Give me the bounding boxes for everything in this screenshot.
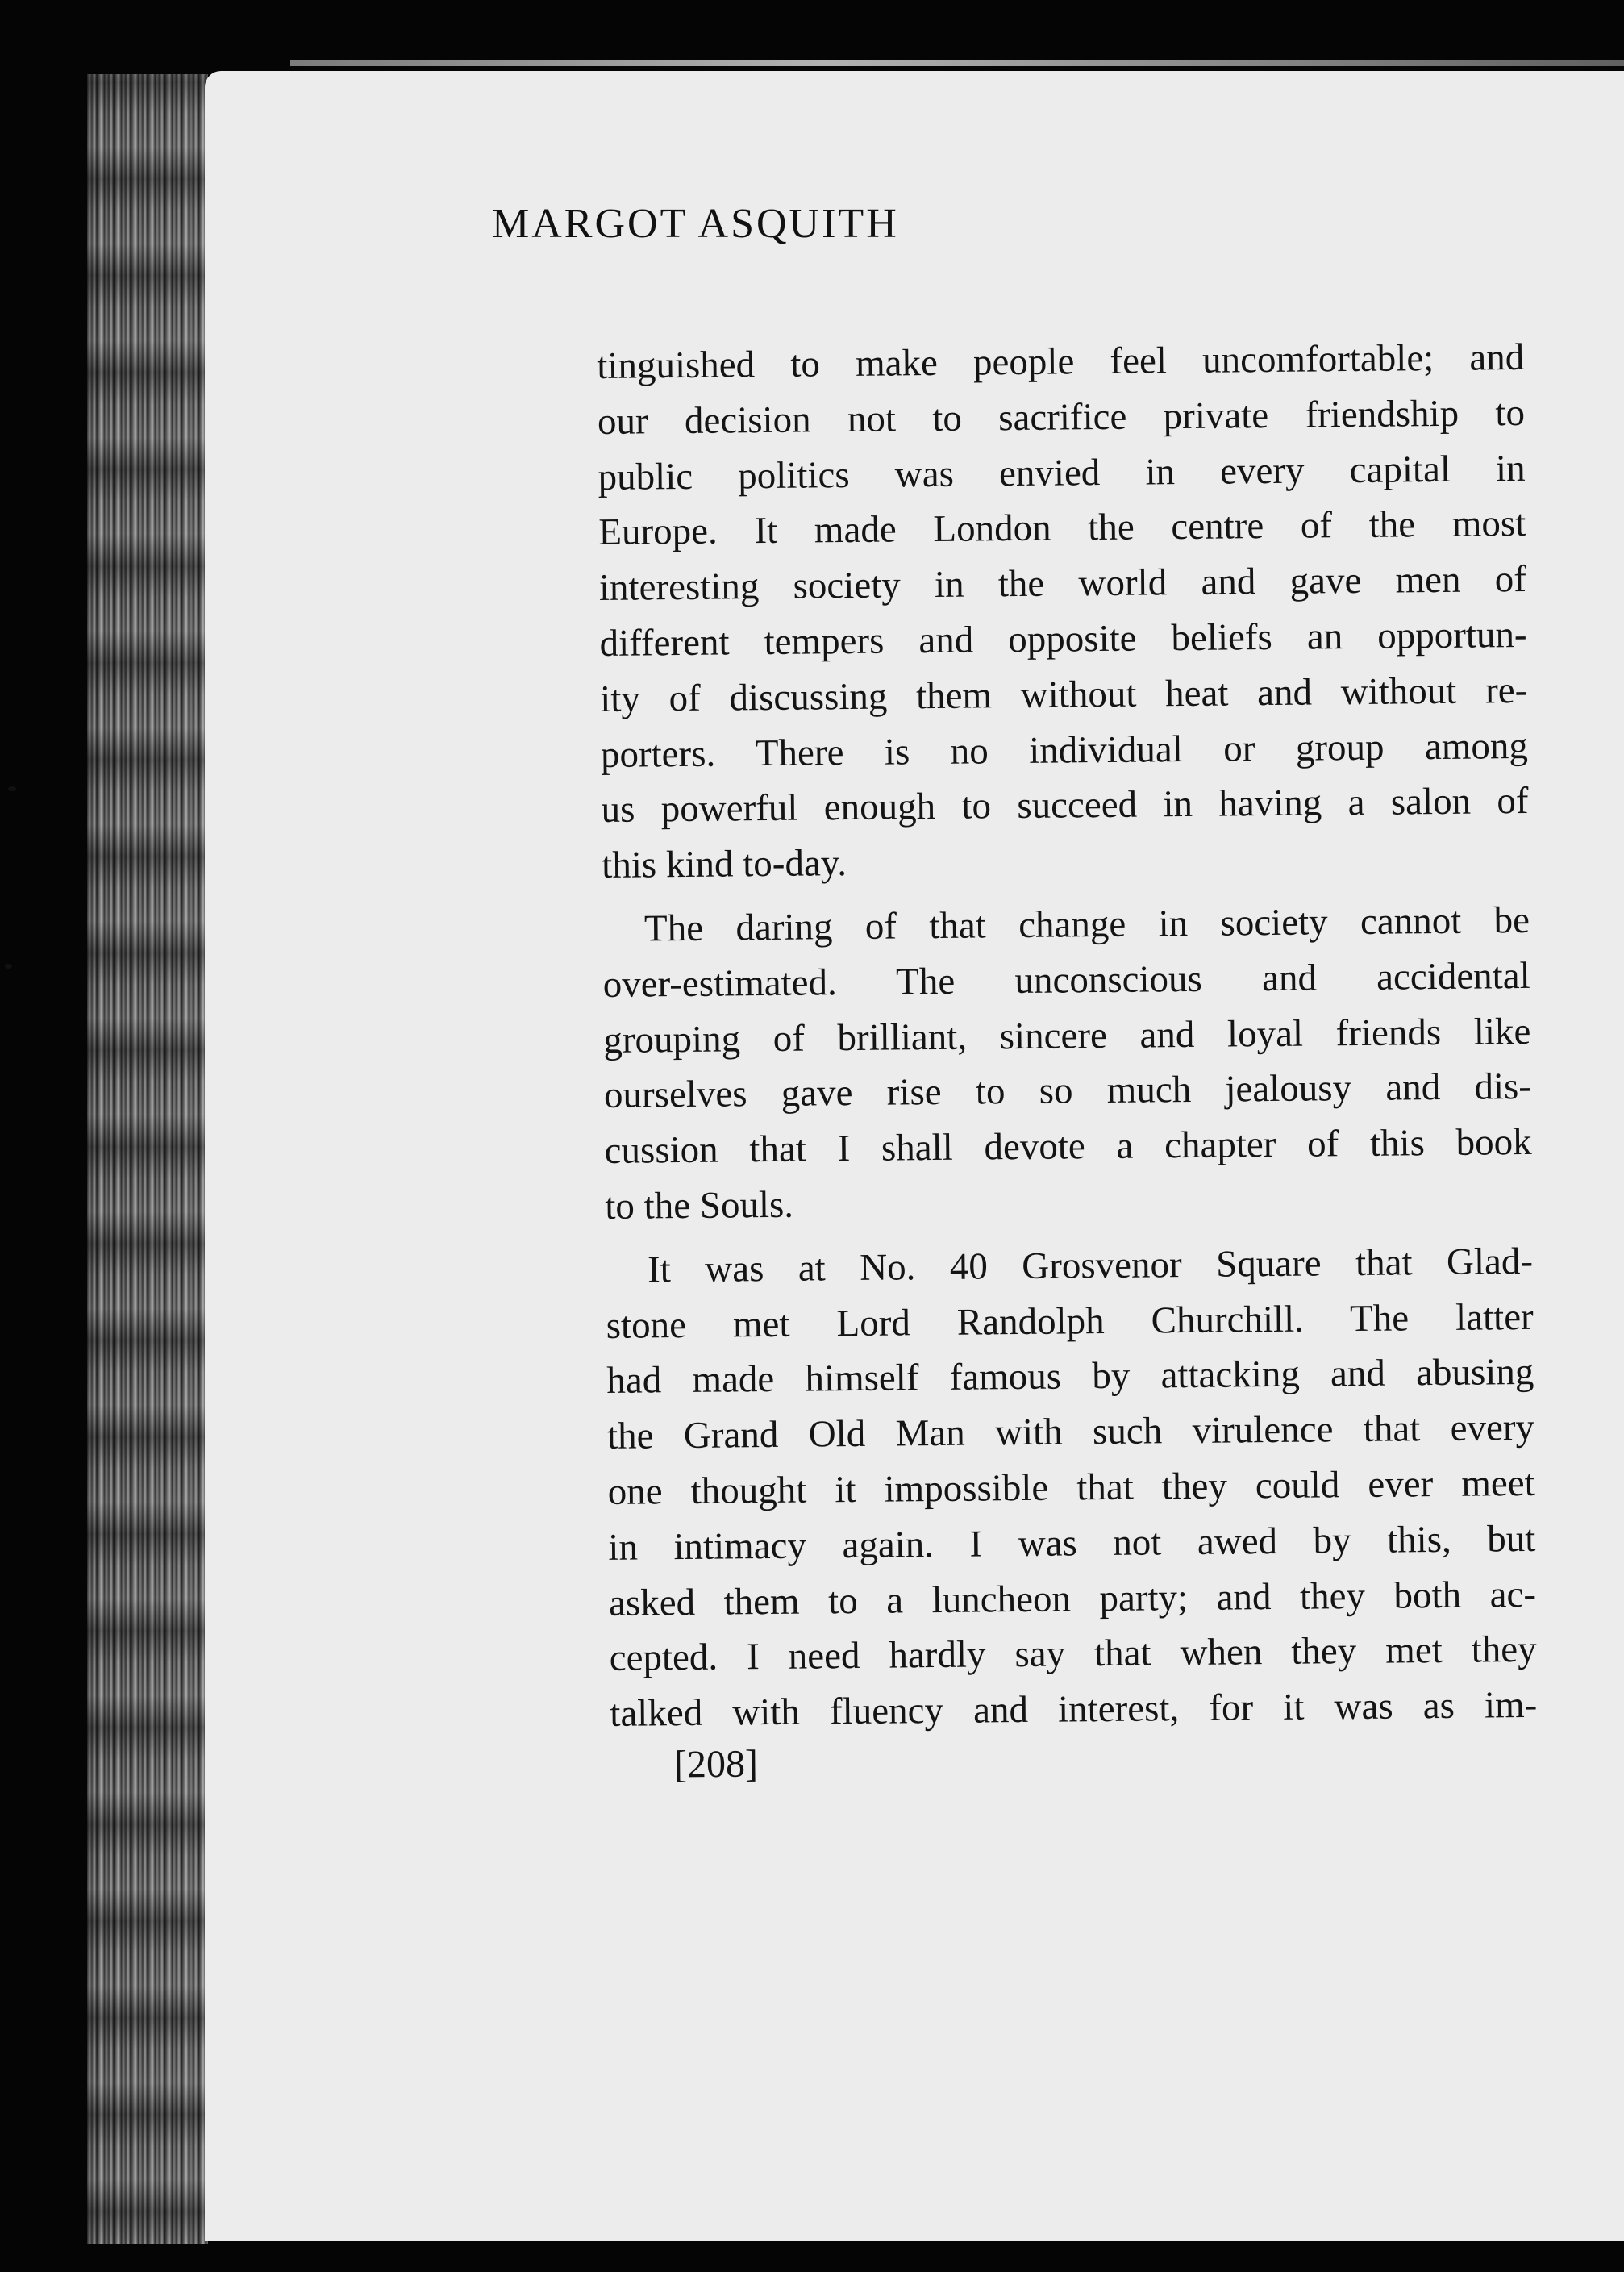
text-line: ourselves gave rise to so much jealousy and dis-: [603, 1065, 1532, 1117]
text-line: The daring of that change in society cannot be: [643, 898, 1530, 950]
body-text: [597, 330, 1538, 1742]
text-line: us powerful enough to succeed in having a salon of: [601, 780, 1529, 832]
text-line: one thought it impossible that they could ever meet: [607, 1461, 1535, 1513]
text-line: over-estimated. The unconscious and accidental: [602, 954, 1530, 1006]
text-line: stone met Lord Randolph Churchill. The latter: [606, 1295, 1534, 1347]
text-line: ity of discussing them without heat and without re-: [600, 669, 1528, 720]
text-line: cussion that I shall devote a chapter of this book: [604, 1121, 1532, 1173]
scan-speck: [8, 786, 16, 791]
scan-speck: [5, 964, 12, 969]
text-line: in intimacy again. I was not awed by this, but: [608, 1517, 1536, 1569]
running-head: MARGOT ASQUITH: [492, 201, 899, 247]
paragraph-1: [597, 330, 1530, 894]
text-line: public politics was envied in every capital in: [598, 447, 1526, 498]
text-line: porters. There is no individual or group among: [600, 724, 1529, 776]
book-fore-edge-shade: [87, 74, 208, 2244]
page-top-edge: [290, 60, 1624, 66]
text-line: Europe. It made London the centre of the most: [598, 502, 1526, 554]
text-line: this kind to-day.: [602, 842, 847, 887]
text-line: grouping of brilliant, sincere and loyal friends like: [603, 1010, 1531, 1061]
text-line: our decision not to sacrifice private friendship to: [597, 391, 1526, 443]
text-line: to the Souls.: [605, 1183, 794, 1228]
text-line: asked them to a luncheon party; and they both ac-: [608, 1573, 1537, 1624]
paragraph-3: [606, 1234, 1538, 1742]
paragraph-2: [602, 893, 1533, 1235]
text-line: had made himself famous by attacking and abusing: [606, 1351, 1534, 1403]
text-line: talked with fluency and interest, for it was as im-: [610, 1684, 1538, 1736]
text-line: It was at No. 40 Grosvenor Square that Glad-: [647, 1240, 1534, 1291]
text-line: interesting society in the world and gave men of: [598, 558, 1527, 610]
page-number: [208]: [673, 1742, 759, 1786]
text-line: different tempers and opposite beliefs an opportun-: [599, 613, 1527, 665]
text-line: cepted. I need hardly say that when they met they: [609, 1628, 1537, 1680]
text-line: the Grand Old Man with such virulence that every: [606, 1407, 1535, 1458]
text-line: tinguished to make people feel uncomfortable; and: [597, 336, 1525, 387]
